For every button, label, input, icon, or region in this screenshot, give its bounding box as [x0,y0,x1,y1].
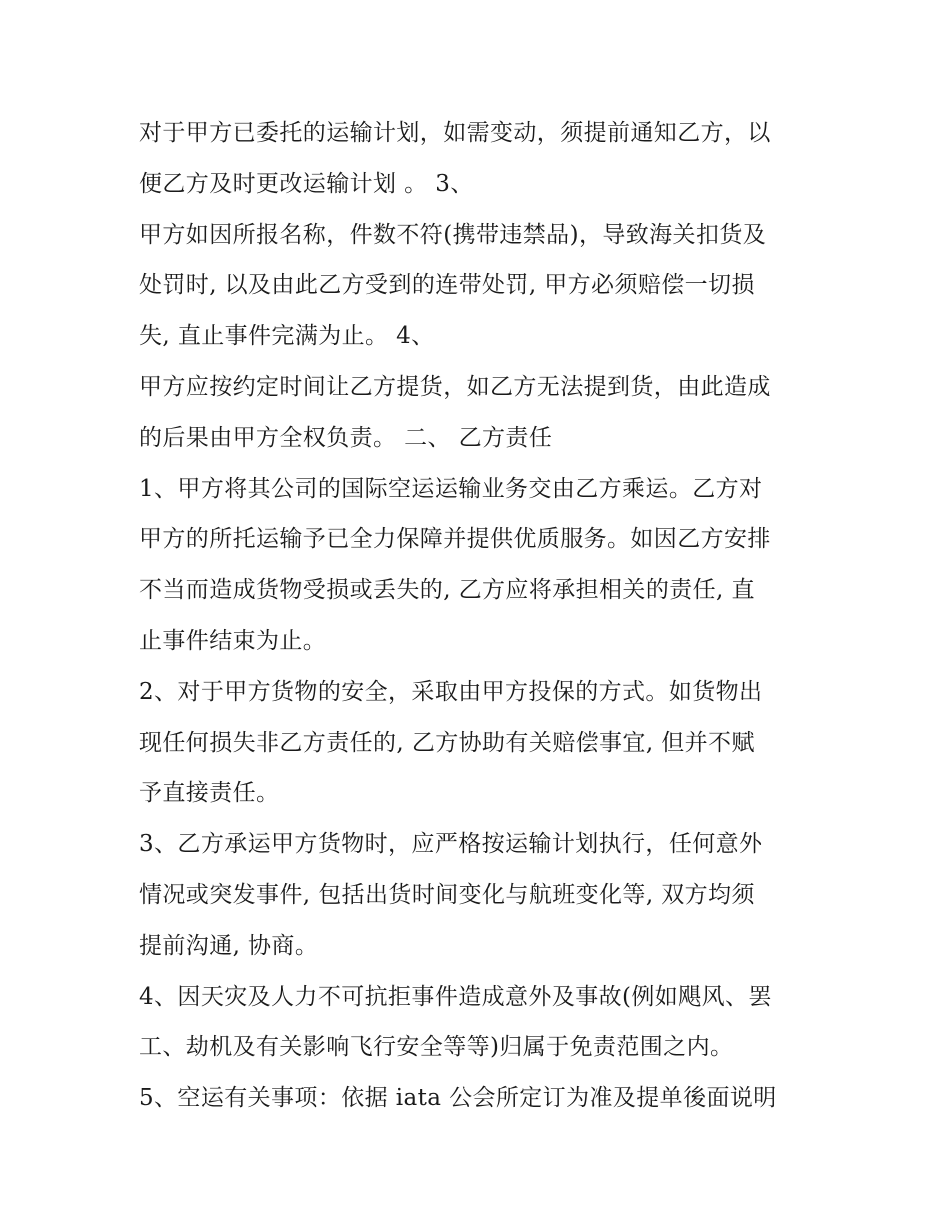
text-line: 甲方的所托运输予已全力保障并提供优质服务。如因乙方安排 [139,526,771,553]
text-line: 处罚时, 以及由此乙方受到的连带处罚, 甲方必须赔偿一切损 [139,272,755,299]
text-line: 提前沟通, 协商。 [139,932,319,959]
text-line: 4、因天灾及人力不可抗拒事件造成意外及事故(例如飓风、罢 [139,983,772,1010]
text-line: 甲方应按约定时间让乙方提货，如乙方无法提到货，由此造成 [139,373,771,400]
text-line: 3、乙方承运甲方货物时，应严格按运输计划执行，任何意外 [139,831,763,858]
text-line: 予直接责任。 [139,780,280,807]
text-line: 止事件结束为止。 [139,627,327,654]
text-line: 工、劫机及有关影响飞行安全等等)归属于免责范围之内。 [139,1034,734,1061]
text-line: 失, 直止事件完满为止。 4、 [139,323,435,350]
text-line: 对于甲方已委托的运输计划，如需变动，须提前通知乙方，以 [139,120,771,146]
text-line: 1、甲方将其公司的国际空运运输业务交由乙方乘运。乙方对 [139,475,763,502]
text-line: 不当而造成货物受损或丢失的, 乙方应将承担相关的责任, 直 [139,577,755,604]
text-line: 现任何损失非乙方责任的, 乙方协助有关赔偿事宜, 但并不赋 [139,729,755,756]
text-line: 便乙方及时更改运输计划 。 3、 [139,170,474,197]
text-line: 5、空运有关事项：依据 iata 公会所定订为准及提单後面说明 [139,1085,777,1112]
text-line: 的后果由甲方全权负责。 二、 乙方责任 [139,424,553,451]
text-line: 情况或突发事件, 包括出货时间变化与航班变化等, 双方均须 [139,881,755,908]
text-line: 甲方如因所报名称，件数不符(携带违禁品)，导致海关扣货及 [139,221,767,248]
contract-body-text [139,108,829,1124]
text-line: 2、对于甲方货物的安全，采取由甲方投保的方式。如货物出 [139,678,763,705]
